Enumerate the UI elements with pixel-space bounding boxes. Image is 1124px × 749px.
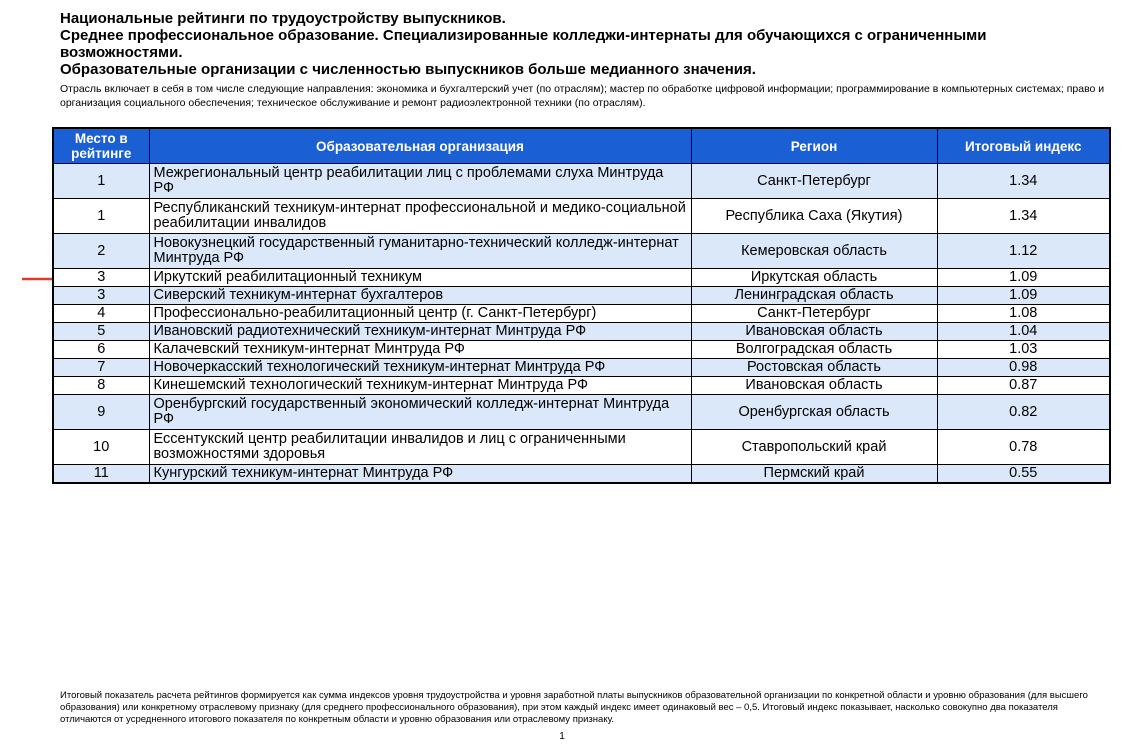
cell-organization: Сиверский техникум-интернат бухгалтеров (149, 287, 691, 305)
cell-index: 1.03 (937, 341, 1110, 359)
table-row (53, 341, 1110, 359)
heading-line-3: Образовательные организации с численностью выпускников больше медианного значения. (60, 61, 756, 78)
cell-region: Санкт-Петербург (691, 305, 937, 323)
cell-place: 3 (53, 287, 149, 305)
cell-index: 0.87 (937, 377, 1110, 395)
cell-organization: Ивановский радиотехнический техникум-интернат Минтруда РФ (149, 323, 691, 341)
rating-table (52, 127, 1111, 484)
table-row (53, 287, 1110, 305)
header-index: Итоговый индекс (937, 128, 1110, 164)
table-row (53, 359, 1110, 377)
intro-text: Отрасль включает в себя в том числе следующие направления: экономика и бухгалтерский учет (по отраслям); мастер по обработке цифровой информации; программирование в компьютерных системах; право и организация социального обеспечения; техническое обслуживание и ремонт радиоэлектронной техники (по отраслям). (60, 83, 1105, 109)
header-place: Место в рейтинге (53, 128, 149, 164)
cell-region: Иркутская область (691, 269, 937, 287)
cell-index: 1.04 (937, 323, 1110, 341)
cell-organization: Профессионально-реабилитационный центр (г. Санкт-Петербург) (149, 305, 691, 323)
cell-region: Ленинградская область (691, 287, 937, 305)
cell-organization: Кинешемский технологический техникум-интернат Минтруда РФ (149, 377, 691, 395)
cell-organization: Ессентукский центр реабилитации инвалидов и лиц с ограниченными возможностями здоровья (149, 430, 691, 465)
table-row (53, 199, 1110, 234)
cell-organization: Калачевский техникум-интернат Минтруда РФ (149, 341, 691, 359)
cell-region: Кемеровская область (691, 234, 937, 269)
cell-region: Пермский край (691, 465, 937, 484)
table-row (53, 234, 1110, 269)
cell-place: 8 (53, 377, 149, 395)
heading-line-1: Национальные рейтинги по трудоустройству выпускников. (60, 10, 506, 27)
cell-index: 1.34 (937, 164, 1110, 199)
cell-index: 1.09 (937, 287, 1110, 305)
table-row (53, 323, 1110, 341)
cell-index: 0.55 (937, 465, 1110, 484)
cell-index: 0.78 (937, 430, 1110, 465)
cell-region: Республика Саха (Якутия) (691, 199, 937, 234)
cell-index: 0.98 (937, 359, 1110, 377)
footnote: Итоговый показатель расчета рейтингов формируется как сумма индексов уровня трудоустройства и уровня заработной платы выпускников образовательной организации по конкретной области и уровню образования (для высшего образования) или конкретному отраслевому признаку (для среднего профессионального образования), при этом каждый индекс имеет одинаковый вес – 0,5. Итоговый индекс показывает, насколько совокупно два показателя отличаются от усредненного итогового показателя по конкретным области и уровню образования или отраслевому признаку. (60, 690, 1088, 725)
cell-place: 9 (53, 395, 149, 430)
table-row (53, 164, 1110, 199)
report-heading (60, 10, 1110, 78)
cell-place: 6 (53, 341, 149, 359)
table-row (53, 305, 1110, 323)
cell-organization: Республиканский техникум-интернат профессиональной и медико-социальной реабилитации инвалидов (149, 199, 691, 234)
cell-place: 5 (53, 323, 149, 341)
cell-index: 1.08 (937, 305, 1110, 323)
cell-place: 7 (53, 359, 149, 377)
cell-place: 2 (53, 234, 149, 269)
cell-place: 4 (53, 305, 149, 323)
page-number: 1 (559, 731, 565, 742)
header-region: Регион (691, 128, 937, 164)
cell-place: 1 (53, 199, 149, 234)
cell-organization: Новокузнецкий государственный гуманитарно-технический колледж-интернат Минтруда РФ (149, 234, 691, 269)
table-row-highlighted (53, 269, 1110, 287)
cell-index: 1.09 (937, 269, 1110, 287)
cell-region: Волгоградская область (691, 341, 937, 359)
cell-organization: Иркутский реабилитационный техникум (149, 269, 691, 287)
cell-place: 10 (53, 430, 149, 465)
heading-line-2: Среднее профессиональное образование. Специализированные колледжи-интернаты для обучающихся с ограниченными возможностями. (60, 27, 987, 61)
cell-organization: Межрегиональный центр реабилитации лиц с проблемами слуха Минтруда РФ (149, 164, 691, 199)
table-row (53, 430, 1110, 465)
cell-place: 3 (53, 269, 149, 287)
cell-organization: Кунгурский техникум-интернат Минтруда РФ (149, 465, 691, 484)
cell-organization: Оренбургский государственный экономический колледж-интернат Минтруда РФ (149, 395, 691, 430)
header-organization: Образовательная организация (149, 128, 691, 164)
cell-place: 1 (53, 164, 149, 199)
cell-index: 1.34 (937, 199, 1110, 234)
table-row (53, 395, 1110, 430)
table-row (53, 377, 1110, 395)
cell-region: Оренбургская область (691, 395, 937, 430)
table-row (53, 465, 1110, 484)
cell-place: 11 (53, 465, 149, 484)
cell-region: Ивановская область (691, 377, 937, 395)
cell-region: Санкт-Петербург (691, 164, 937, 199)
cell-index: 0.82 (937, 395, 1110, 430)
cell-region: Ивановская область (691, 323, 937, 341)
cell-organization: Новочеркасский технологический техникум-интернат Минтруда РФ (149, 359, 691, 377)
table-header-row (53, 128, 1110, 164)
cell-region: Ростовская область (691, 359, 937, 377)
cell-index: 1.12 (937, 234, 1110, 269)
cell-region: Ставропольский край (691, 430, 937, 465)
